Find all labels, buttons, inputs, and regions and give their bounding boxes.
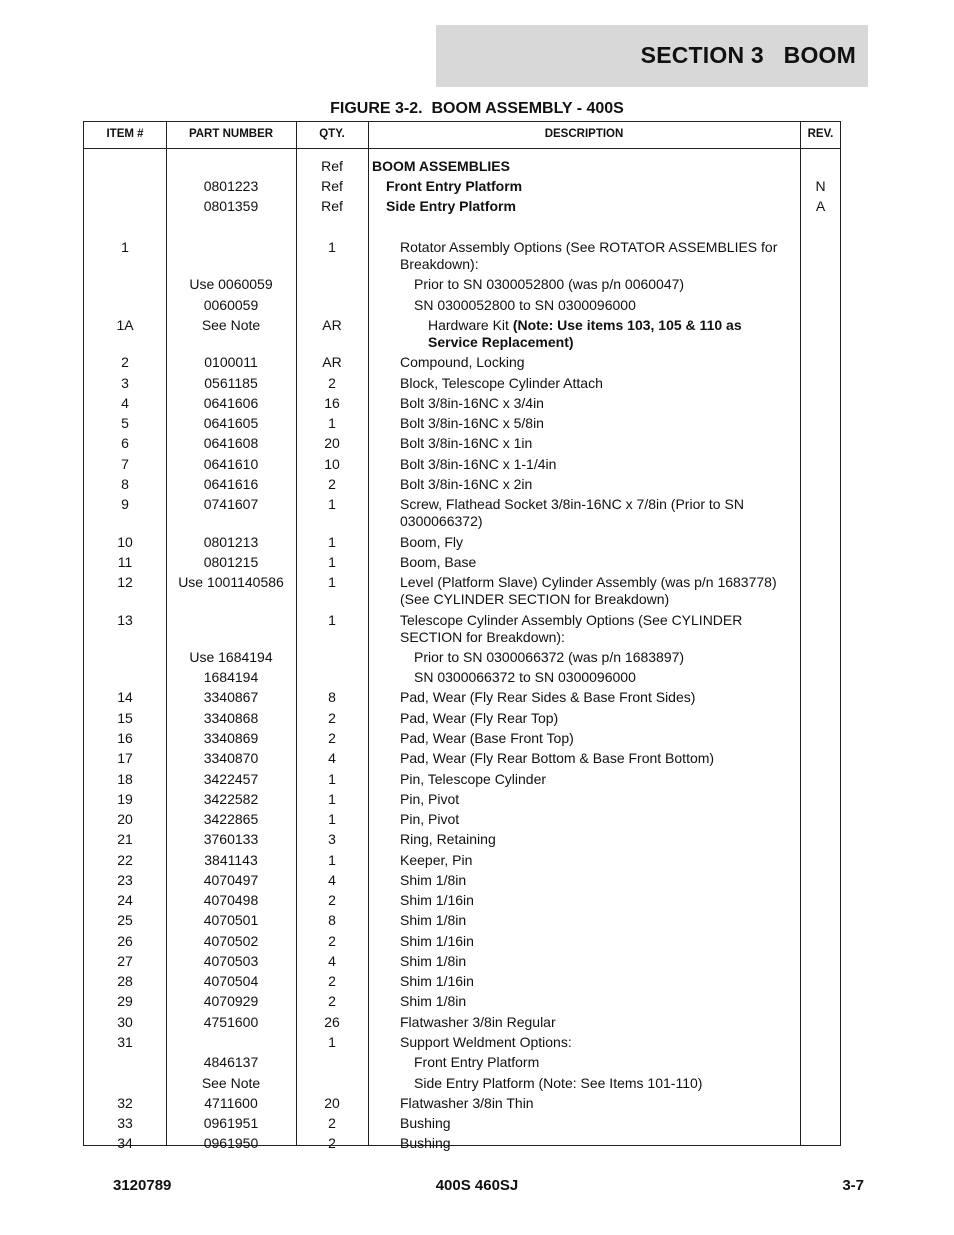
item-number: 8 (121, 476, 129, 492)
description (368, 771, 792, 788)
part-number: 0801215 (203, 554, 259, 570)
quantity: 2 (328, 993, 336, 1009)
description (368, 750, 792, 767)
part-number: 3760133 (203, 831, 259, 847)
quantity: 1 (328, 852, 336, 868)
item-number: 31 (117, 1034, 133, 1050)
part-number: 0641605 (203, 415, 259, 431)
item-number: 30 (117, 1014, 133, 1030)
part-number: 4711600 (204, 1095, 258, 1111)
quantity: 8 (328, 689, 336, 705)
header-qty: QTY. (319, 128, 345, 140)
part-number: 3422865 (203, 811, 259, 827)
description (368, 993, 792, 1010)
header-part-number: PART NUMBER (188, 128, 274, 140)
description-text: Hardware Kit (428, 317, 513, 333)
quantity: 2 (328, 375, 336, 391)
quantity: 1 (328, 239, 336, 255)
doc-number: 3120789 (113, 1177, 172, 1194)
description-text: Side Entry Platform (386, 198, 516, 214)
description (368, 435, 792, 452)
description-text: Front Entry Platform (414, 1054, 540, 1070)
description-text: Keeper, Pin (400, 852, 473, 868)
description (368, 933, 792, 950)
quantity: AR (322, 317, 342, 333)
description-text: Front Entry Platform (386, 178, 523, 194)
description (368, 1135, 792, 1152)
item-number: 13 (117, 612, 133, 628)
quantity: 2 (328, 933, 336, 949)
description-text: BOOM ASSEMBLIES (372, 158, 510, 174)
item-number: 4 (121, 395, 129, 411)
part-number: 0641606 (203, 395, 259, 411)
quantity: 2 (328, 730, 336, 746)
description (368, 811, 792, 828)
part-number: 3340868 (203, 710, 259, 726)
description-text: Shim 1/16in (400, 892, 474, 908)
item-number: 20 (117, 811, 133, 827)
header-item: ITEM # (106, 128, 144, 140)
part-number: 3340867 (203, 689, 259, 705)
item-number: 1A (116, 317, 134, 333)
part-number: 0801359 (203, 198, 259, 214)
description (368, 239, 792, 273)
description (368, 554, 792, 571)
description-text: Flatwasher 3/8in Regular (400, 1014, 556, 1030)
description (368, 1075, 792, 1092)
description-text: Block, Telescope Cylinder Attach (400, 375, 603, 391)
description-text: Shim 1/16in (400, 933, 474, 949)
item-number: 16 (117, 730, 133, 746)
description-text: Support Weldment Options: (400, 1034, 572, 1050)
item-number: 7 (121, 456, 129, 472)
quantity: 1 (328, 415, 336, 431)
description-text: Pin, Pivot (400, 811, 460, 827)
description (368, 276, 792, 293)
description-text: Bolt 3/8in-16NC x 1in (400, 435, 533, 451)
quantity: 1 (328, 534, 336, 550)
description (368, 1095, 792, 1112)
description (368, 831, 792, 848)
item-number: 26 (117, 933, 133, 949)
description (368, 1034, 792, 1051)
part-number: Use 0060059 (189, 276, 273, 292)
description-text: Boom, Base (400, 554, 477, 570)
part-number: 0100011 (204, 354, 258, 370)
column-divider (800, 122, 801, 1145)
quantity: 2 (328, 973, 336, 989)
column-divider (296, 122, 297, 1145)
quantity: 2 (328, 1115, 336, 1131)
part-number: 4070503 (203, 953, 259, 969)
description-text: Prior to SN 0300066372 (was p/n 1683897) (414, 649, 685, 665)
part-number: 0801213 (203, 534, 259, 550)
description (368, 892, 792, 909)
description (368, 1115, 792, 1132)
quantity: 1 (328, 574, 336, 590)
description-text: Rotator Assembly Options (See ROTATOR ASSEMBLIES for Breakdown): (400, 239, 778, 272)
description-text: Pin, Pivot (400, 791, 460, 807)
description-text: Pad, Wear (Base Front Top) (400, 730, 574, 746)
description (368, 354, 792, 371)
part-number: 0641610 (203, 456, 259, 472)
description (368, 973, 792, 990)
description-text: Flatwasher 3/8in Thin (400, 1095, 534, 1111)
revision: A (815, 198, 826, 214)
description (368, 872, 792, 889)
part-number: See Note (201, 1075, 261, 1091)
item-number: 17 (117, 750, 133, 766)
description-text: Shim 1/8in (400, 993, 467, 1009)
description-text: Shim 1/8in (400, 953, 467, 969)
description-text: Screw, Flathead Socket 3/8in-16NC x 7/8in (Prior to SN 0300066372) (400, 496, 744, 529)
item-number: 9 (121, 496, 129, 512)
description-text: Boom, Fly (400, 534, 464, 550)
description-text: Shim 1/8in (400, 872, 467, 888)
description-text: Bushing (400, 1115, 451, 1131)
description (368, 1014, 792, 1031)
part-number: 4846137 (203, 1054, 259, 1070)
quantity: 4 (328, 953, 336, 969)
part-number: 4070502 (203, 933, 259, 949)
description (368, 953, 792, 970)
part-number: 4070497 (203, 872, 259, 888)
description (368, 476, 792, 493)
quantity: 16 (324, 395, 340, 411)
part-number: 3422582 (203, 791, 259, 807)
item-number: 19 (117, 791, 133, 807)
description (368, 791, 792, 808)
description-text: Bolt 3/8in-16NC x 5/8in (400, 415, 544, 431)
item-number: 10 (117, 534, 133, 550)
quantity: 8 (328, 912, 336, 928)
description-text: Bolt 3/8in-16NC x 3/4in (400, 395, 544, 411)
section-title: SECTION 3 BOOM (640, 42, 856, 68)
description-text: Pad, Wear (Fly Rear Top) (400, 710, 559, 726)
description (368, 198, 792, 215)
revision: N (815, 178, 826, 194)
description-text: Level (Platform Slave) Cylinder Assembly (was p/n 1683778) (See CYLINDER SECTION for Breakdown) (400, 574, 777, 607)
section-banner (436, 25, 868, 87)
part-number: 3841143 (204, 852, 258, 868)
item-number: 32 (117, 1095, 133, 1111)
model-numbers: 400S 460SJ (435, 1177, 519, 1194)
description (368, 178, 792, 195)
description (368, 395, 792, 412)
item-number: 6 (121, 435, 129, 451)
part-number: 1684194 (203, 669, 259, 685)
header-rev: REV. (807, 128, 834, 140)
description-text: Compound, Locking (400, 354, 525, 370)
quantity: 1 (328, 791, 336, 807)
page-number: 3-7 (842, 1177, 864, 1194)
description (368, 730, 792, 747)
quantity: 2 (328, 710, 336, 726)
description (368, 415, 792, 432)
description-text: Prior to SN 0300052800 (was p/n 0060047) (414, 276, 685, 292)
quantity: 1 (328, 811, 336, 827)
description-text: Pad, Wear (Fly Rear Bottom & Base Front Bottom) (400, 750, 715, 766)
item-number: 18 (117, 771, 133, 787)
quantity: 20 (324, 435, 340, 451)
quantity: AR (322, 354, 342, 370)
quantity: 1 (328, 771, 336, 787)
quantity: 2 (328, 476, 336, 492)
description-text: Shim 1/8in (400, 912, 467, 928)
description (368, 158, 792, 175)
part-number: 0641608 (203, 435, 259, 451)
description-text: SN 0300052800 to SN 0300096000 (414, 297, 636, 313)
figure-title: FIGURE 3-2. BOOM ASSEMBLY - 400S (330, 100, 624, 117)
description-text: Side Entry Platform (Note: See Items 101-110) (414, 1075, 703, 1091)
part-number: 0060059 (203, 297, 259, 313)
description (368, 852, 792, 869)
item-number: 12 (117, 574, 133, 590)
quantity: 1 (328, 1034, 336, 1050)
description (368, 1054, 792, 1071)
item-number: 28 (117, 973, 133, 989)
quantity: 20 (324, 1095, 340, 1111)
item-number: 29 (117, 993, 133, 1009)
part-number: 0561185 (204, 375, 258, 391)
part-number: 0961951 (203, 1115, 259, 1131)
description (368, 574, 792, 608)
item-number: 33 (117, 1115, 133, 1131)
description (368, 649, 792, 666)
description (368, 612, 792, 646)
part-number: 4070504 (203, 973, 259, 989)
part-number: 4070929 (203, 993, 259, 1009)
quantity: 3 (328, 831, 336, 847)
quantity: 2 (328, 1135, 336, 1151)
part-number: 0641616 (203, 476, 259, 492)
description-text: Shim 1/16in (400, 973, 474, 989)
table-header (84, 122, 840, 149)
part-number: 0801223 (203, 178, 259, 194)
description-text: Bushing (400, 1135, 451, 1151)
item-number: 23 (117, 872, 133, 888)
quantity: Ref (321, 198, 343, 214)
part-number: See Note (201, 317, 261, 333)
quantity: 4 (328, 872, 336, 888)
item-number: 3 (121, 375, 129, 391)
part-number: Use 1684194 (189, 649, 273, 665)
description (368, 317, 792, 351)
part-number: 4070498 (203, 892, 259, 908)
description-text: SN 0300066372 to SN 0300096000 (414, 669, 636, 685)
quantity: 10 (324, 456, 340, 472)
quantity: Ref (321, 178, 343, 194)
description-note: (Note: Use items 103, 105 & 110 as Service Replacement) (428, 317, 742, 350)
parts-table (83, 121, 841, 1151)
header-description: DESCRIPTION (544, 128, 624, 140)
description (368, 375, 792, 392)
item-number: 5 (121, 415, 129, 431)
part-number: 3340870 (203, 750, 259, 766)
item-number: 14 (117, 689, 133, 705)
item-number: 15 (117, 710, 133, 726)
description-text: Ring, Retaining (400, 831, 496, 847)
description (368, 496, 792, 530)
description (368, 689, 792, 706)
quantity: 4 (328, 750, 336, 766)
part-number: 4751600 (203, 1014, 259, 1030)
item-number: 11 (117, 554, 133, 570)
item-number: 22 (117, 852, 133, 868)
description (368, 669, 792, 686)
description-text: Telescope Cylinder Assembly Options (See CYLINDER SECTION for Breakdown): (400, 612, 743, 645)
item-number: 34 (117, 1135, 133, 1151)
part-number: 3340869 (203, 730, 259, 746)
item-number: 2 (121, 354, 129, 370)
description (368, 912, 792, 929)
quantity: 1 (328, 612, 336, 628)
description (368, 534, 792, 551)
description (368, 710, 792, 727)
item-number: 21 (117, 831, 133, 847)
part-number: 0961950 (203, 1135, 259, 1151)
quantity: 1 (328, 554, 336, 570)
item-number: 1 (121, 239, 129, 255)
quantity: 2 (328, 892, 336, 908)
item-number: 25 (117, 912, 133, 928)
description (368, 456, 792, 473)
part-number: 0741607 (203, 496, 259, 512)
part-number: Use 1001140586 (178, 574, 284, 590)
description-text: Bolt 3/8in-16NC x 1-1/4in (400, 456, 557, 472)
description-text: Pin, Telescope Cylinder (400, 771, 547, 787)
part-number: 4070501 (203, 912, 259, 928)
description (368, 297, 792, 314)
item-number: 27 (117, 953, 133, 969)
item-number: 24 (117, 892, 133, 908)
part-number: 3422457 (203, 771, 259, 787)
quantity: 26 (324, 1014, 340, 1030)
quantity: Ref (321, 158, 343, 174)
quantity: 1 (328, 496, 336, 512)
description-text: Bolt 3/8in-16NC x 2in (400, 476, 533, 492)
description-text: Pad, Wear (Fly Rear Sides & Base Front Sides) (400, 689, 696, 705)
